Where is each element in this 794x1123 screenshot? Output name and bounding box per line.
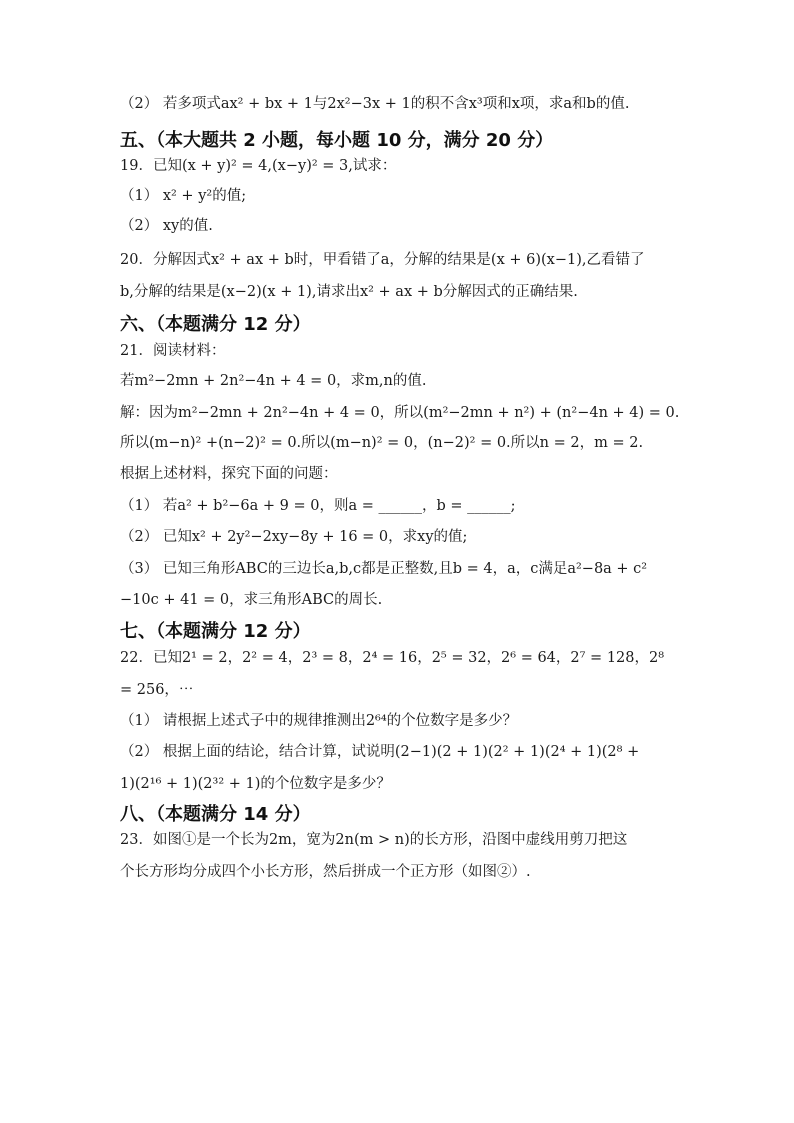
question-19-stem: 19．已知(x + y)² = 4,(x−y)² = 3,试求： — [120, 158, 397, 174]
question-18-part-2: （2） 若多项式ax² + bx + 1与2x²−3x + 1的积不含x³项和x项，求a和b的值. — [120, 96, 630, 112]
section-8-heading: 八、（本题满分 14 分） — [120, 804, 311, 825]
question-22-part-2-line-1: （2） 根据上面的结论，结合计算，试说明(2−1)(2 + 1)(2² + 1)(2⁴ + 1)(2⁸ + — [120, 744, 640, 760]
question-23-line-2: 个长方形均分成四个小长方形，然后拼成一个正方形（如图②）. — [120, 864, 531, 880]
question-19-part-1: （1） x² + y²的值; — [120, 188, 247, 204]
question-21-part-3-line-1: （3） 已知三角形ABC的三边长a,b,c都是正整数,且b = 4，a，c满足a²−8a + c² — [120, 561, 648, 577]
question-22-part-2-line-2: 1)(2¹⁶ + 1)(2³² + 1)的个位数字是多少？ — [120, 776, 391, 792]
question-23-line-1: 23．如图①是一个长为2m，宽为2n(m > n)的长方形，沿图中虚线用剪刀把这 — [120, 832, 628, 848]
question-22-part-1: （1） 请根据上述式子中的规律推测出2⁶⁴的个位数字是多少？ — [120, 713, 518, 729]
section-7-heading: 七、（本题满分 12 分） — [120, 621, 311, 642]
question-21-prompt: 根据上述材料，探究下面的问题： — [120, 466, 338, 482]
question-21-part-2: （2） 已知x² + 2y²−2xy−8y + 16 = 0，求xy的值; — [120, 529, 468, 545]
question-21-stem: 21．阅读材料： — [120, 343, 226, 359]
question-21-solution-line-1: 解：因为m²−2mn + 2n²−4n + 4 = 0，所以(m²−2mn + n²) + (n²−4n + 4) = 0. — [120, 405, 680, 421]
question-21-part-3-line-2: −10c + 41 = 0，求三角形ABC的周长. — [120, 592, 383, 608]
question-19-part-2: （2） xy的值. — [120, 218, 213, 234]
question-20-line-2: b,分解的结果是(x−2)(x + 1),请求出x² + ax + b分解因式的正确结果. — [120, 284, 578, 300]
section-5-heading: 五、（本大题共 2 小题，每小题 10 分，满分 20 分） — [120, 130, 554, 151]
question-21-part-1: （1） 若a² + b²−6a + 9 = 0，则a = ______，b = ______; — [120, 498, 516, 514]
question-21-solution-line-2: 所以(m−n)² +(n−2)² = 0.所以(m−n)² = 0，(n−2)² = 0.所以n = 2，m = 2. — [120, 435, 644, 451]
question-22-line-2: = 256，⋯ — [120, 682, 194, 698]
question-20-line-1: 20．分解因式x² + ax + b时，甲看错了a，分解的结果是(x + 6)(x−1),乙看错了 — [120, 252, 645, 268]
section-6-heading: 六、（本题满分 12 分） — [120, 314, 311, 335]
question-22-line-1: 22．已知2¹ = 2，2² = 4，2³ = 8，2⁴ = 16，2⁵ = 32，2⁶ = 64，2⁷ = 128，2⁸ — [120, 650, 665, 666]
question-21-material: 若m²−2mn + 2n²−4n + 4 = 0，求m,n的值. — [120, 373, 427, 389]
